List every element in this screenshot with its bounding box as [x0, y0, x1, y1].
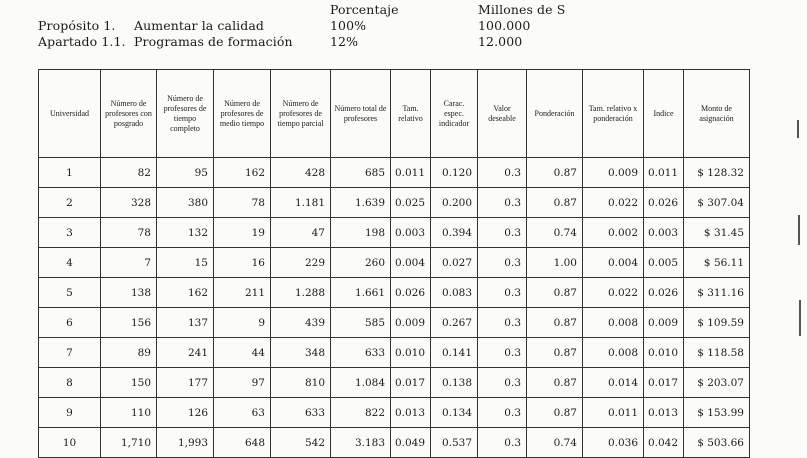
table-cell: 428	[271, 158, 331, 188]
table-cell: 0.87	[527, 398, 583, 428]
table-cell: 0.014	[583, 368, 644, 398]
table-cell: 0.025	[391, 188, 431, 218]
table-cell: 0.3	[478, 188, 527, 218]
table-cell: 97	[214, 368, 271, 398]
table-cell: 0.013	[644, 398, 684, 428]
table-cell: 0.008	[583, 308, 644, 338]
table-cell: 0.027	[431, 248, 478, 278]
column-header: Tam. relativo x ponderación	[583, 70, 644, 158]
column-header: Número de profesores de medio tiempo	[214, 70, 271, 158]
table-cell: $ 109.59	[684, 308, 750, 338]
table-cell: 0.004	[391, 248, 431, 278]
table-cell: 1.661	[331, 278, 391, 308]
table-cell: 137	[157, 308, 214, 338]
table-cell: 7	[101, 248, 157, 278]
table-row	[39, 368, 750, 398]
table-cell: 0.3	[478, 278, 527, 308]
table-cell: 0.3	[478, 398, 527, 428]
page-edge-shadow	[797, 120, 799, 138]
table-cell: 1,710	[101, 428, 157, 458]
column-header: Número total de profesores	[331, 70, 391, 158]
table-row	[39, 188, 750, 218]
table-row	[39, 398, 750, 428]
table-cell: 1,993	[157, 428, 214, 458]
table-cell: 348	[271, 338, 331, 368]
table-cell: $ 56.11	[684, 248, 750, 278]
table-cell: 16	[214, 248, 271, 278]
table-cell: 0.026	[644, 188, 684, 218]
table-cell: 685	[331, 158, 391, 188]
table-cell: 95	[157, 158, 214, 188]
table-cell: 241	[157, 338, 214, 368]
table-cell: 132	[157, 218, 214, 248]
table-cell: 0.049	[391, 428, 431, 458]
table-cell: 0.3	[478, 248, 527, 278]
table-cell: 0.267	[431, 308, 478, 338]
table-cell: 126	[157, 398, 214, 428]
row2-millions: 12.000	[478, 34, 523, 49]
table-cell: $ 307.04	[684, 188, 750, 218]
table-cell: 0.87	[527, 338, 583, 368]
table-cell: 0.010	[391, 338, 431, 368]
table-cell: 0.026	[391, 278, 431, 308]
table-cell: 0.134	[431, 398, 478, 428]
university-cell: 10	[39, 428, 101, 458]
column-header: Tam. relativo	[391, 70, 431, 158]
table-cell: 1.084	[331, 368, 391, 398]
table-cell: 0.87	[527, 278, 583, 308]
table-cell: 162	[157, 278, 214, 308]
table-cell: 0.009	[391, 308, 431, 338]
table-cell: 198	[331, 218, 391, 248]
table-cell: 328	[101, 188, 157, 218]
table-cell: 0.003	[644, 218, 684, 248]
table-cell: 0.3	[478, 218, 527, 248]
table-cell: 0.017	[644, 368, 684, 398]
page-edge-shadow	[798, 215, 800, 245]
row1-code: Propósito 1.	[38, 18, 116, 33]
table-cell: 0.200	[431, 188, 478, 218]
column-header: Número de profesores de tiempo parcial	[271, 70, 331, 158]
header-col-percent: Porcentaje	[330, 2, 399, 17]
table-cell: 0.87	[527, 188, 583, 218]
column-header: Universidad	[39, 70, 101, 158]
table-cell: 0.010	[644, 338, 684, 368]
table-cell: 648	[214, 428, 271, 458]
column-header: Número de profesores de tiempo completo	[157, 70, 214, 158]
table-cell: 0.87	[527, 368, 583, 398]
column-header: Ponderación	[527, 70, 583, 158]
table-row	[39, 158, 750, 188]
table-cell: 15	[157, 248, 214, 278]
table-cell: 822	[331, 398, 391, 428]
table-cell: 810	[271, 368, 331, 398]
table-cell: 0.3	[478, 158, 527, 188]
university-cell: 5	[39, 278, 101, 308]
table-row	[39, 428, 750, 458]
row1-millions: 100.000	[478, 18, 531, 33]
table-cell: 229	[271, 248, 331, 278]
table-cell: 0.036	[583, 428, 644, 458]
row1-name: Aumentar la calidad	[134, 18, 265, 33]
table-cell: 0.394	[431, 218, 478, 248]
table-cell: 542	[271, 428, 331, 458]
table-cell: 0.004	[583, 248, 644, 278]
table-cell: 0.011	[644, 158, 684, 188]
table-header-row	[39, 70, 750, 158]
table-cell: 156	[101, 308, 157, 338]
table-cell: 633	[331, 338, 391, 368]
table-cell: 162	[214, 158, 271, 188]
table-cell: 0.042	[644, 428, 684, 458]
table-cell: 19	[214, 218, 271, 248]
table-cell: 0.005	[644, 248, 684, 278]
table-cell: 633	[271, 398, 331, 428]
column-header: Indice	[644, 70, 684, 158]
university-cell: 7	[39, 338, 101, 368]
table-cell: 1.00	[527, 248, 583, 278]
row2-name: Programas de formación	[134, 34, 293, 49]
table-cell: 0.002	[583, 218, 644, 248]
column-header: Carac. espec. indicador	[431, 70, 478, 158]
table-row	[39, 278, 750, 308]
table-cell: 260	[331, 248, 391, 278]
table-cell: 0.013	[391, 398, 431, 428]
column-header: Valor deseable	[478, 70, 527, 158]
table-cell: 0.74	[527, 428, 583, 458]
table-row	[39, 218, 750, 248]
university-cell: 9	[39, 398, 101, 428]
table-cell: 89	[101, 338, 157, 368]
table-cell: 0.141	[431, 338, 478, 368]
table-cell: 0.120	[431, 158, 478, 188]
table-cell: 0.138	[431, 368, 478, 398]
table-cell: 0.87	[527, 158, 583, 188]
table-cell: 0.017	[391, 368, 431, 398]
table-cell: 0.3	[478, 428, 527, 458]
table-cell: 110	[101, 398, 157, 428]
table-cell: 0.026	[644, 278, 684, 308]
column-header: Monto de asignación	[684, 70, 750, 158]
table-cell: 44	[214, 338, 271, 368]
table-cell: $ 311.16	[684, 278, 750, 308]
table-cell: 0.3	[478, 368, 527, 398]
table-cell: 9	[214, 308, 271, 338]
table-cell: 3.183	[331, 428, 391, 458]
table-cell: 1.639	[331, 188, 391, 218]
table-cell: 138	[101, 278, 157, 308]
table-cell: 0.74	[527, 218, 583, 248]
table-row	[39, 308, 750, 338]
table-cell: 78	[214, 188, 271, 218]
page-edge-shadow	[799, 300, 801, 336]
table-cell: 78	[101, 218, 157, 248]
table-cell: 150	[101, 368, 157, 398]
table-cell: 82	[101, 158, 157, 188]
allocation-table	[38, 69, 750, 458]
table-cell: $ 118.58	[684, 338, 750, 368]
table-cell: 177	[157, 368, 214, 398]
table-cell: 0.008	[583, 338, 644, 368]
table-cell: 1.181	[271, 188, 331, 218]
column-header: Número de profesores con posgrado	[101, 70, 157, 158]
university-cell: 1	[39, 158, 101, 188]
university-cell: 4	[39, 248, 101, 278]
row2-code: Apartado 1.1.	[38, 34, 126, 49]
table-cell: $ 128.32	[684, 158, 750, 188]
table-cell: $ 153.99	[684, 398, 750, 428]
university-cell: 6	[39, 308, 101, 338]
table-cell: 0.011	[583, 398, 644, 428]
table-cell: 0.3	[478, 308, 527, 338]
university-cell: 2	[39, 188, 101, 218]
table-cell: 0.009	[644, 308, 684, 338]
table-cell: $ 503.66	[684, 428, 750, 458]
row2-percent: 12%	[330, 34, 359, 49]
table-cell: 0.537	[431, 428, 478, 458]
table-cell: 380	[157, 188, 214, 218]
table-cell: 0.022	[583, 278, 644, 308]
header-col-millions: Millones de S	[478, 2, 566, 17]
university-cell: 3	[39, 218, 101, 248]
table-cell: 47	[271, 218, 331, 248]
table-cell: 0.009	[583, 158, 644, 188]
table-cell: $ 31.45	[684, 218, 750, 248]
table-cell: 1.288	[271, 278, 331, 308]
table-cell: 0.022	[583, 188, 644, 218]
table-cell: 0.083	[431, 278, 478, 308]
university-cell: 8	[39, 368, 101, 398]
table-row	[39, 248, 750, 278]
table-row	[39, 338, 750, 368]
table-cell: 585	[331, 308, 391, 338]
table-cell: 0.87	[527, 308, 583, 338]
table-cell: 211	[214, 278, 271, 308]
row1-percent: 100%	[330, 18, 367, 33]
table-cell: 63	[214, 398, 271, 428]
table-cell: 0.011	[391, 158, 431, 188]
table-cell: $ 203.07	[684, 368, 750, 398]
table-cell: 0.003	[391, 218, 431, 248]
table-cell: 0.3	[478, 338, 527, 368]
table-cell: 439	[271, 308, 331, 338]
